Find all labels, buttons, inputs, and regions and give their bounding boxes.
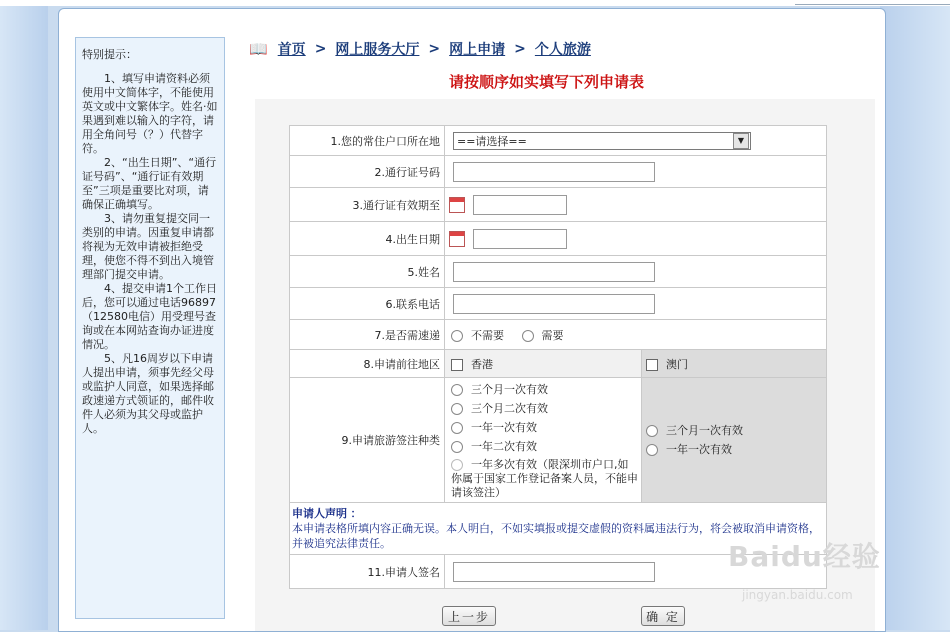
macau-checkbox[interactable]: [646, 359, 658, 371]
application-form: [289, 125, 827, 589]
breadcrumb-online-apply-link[interactable]: 网上申请: [449, 42, 506, 58]
hongkong-checkbox[interactable]: [451, 359, 463, 371]
hk-option-radio[interactable]: [451, 459, 463, 471]
birth-date-label: 4.出生日期: [290, 222, 445, 256]
tip-item: 2、“出生日期”、“通行证号码”、“通行证有效期至”三项是重要比对项，请确保正确填写。: [82, 156, 217, 211]
confirm-button[interactable]: 确 定: [641, 606, 685, 626]
permit-number-input[interactable]: [453, 162, 655, 182]
book-icon: 📖: [249, 40, 268, 58]
hk-option-radio[interactable]: [451, 441, 463, 453]
hongkong-label: 香港: [471, 357, 493, 371]
hk-option-label: 一年一次有效: [471, 421, 537, 434]
hk-option-label: 三个月二次有效: [471, 402, 548, 415]
watermark-url: jingyan.baidu.com: [742, 588, 853, 602]
residence-select-value: ==请选择==: [457, 134, 527, 148]
breadcrumb-service-hall-link[interactable]: 网上服务大厅: [335, 42, 420, 58]
right-background: [880, 0, 950, 630]
left-background: [0, 0, 48, 630]
phone-input[interactable]: [453, 294, 655, 314]
permit-expiry-input[interactable]: [473, 195, 567, 215]
signature-label: 11.申请人签名: [290, 555, 445, 589]
tip-item: 1、填写申请资料必须使用中文简体字，不能使用英文或中文繁体字。姓名·如果遇到难以输入的字符，请用全角问号（？）代替字符。: [82, 72, 218, 155]
previous-step-button[interactable]: 上一步: [442, 606, 496, 626]
calendar-icon[interactable]: [449, 197, 465, 213]
permit-expiry-label: 3.通行证有效期至: [290, 188, 445, 222]
destination-label: 8.申请前往地区: [290, 350, 445, 378]
declaration-text: 本申请表格所填内容正确无误。本人明白，不如实填报或提交虚假的资料属违法行为，将会被取消申请资格，并被追究法律责任。: [292, 522, 820, 550]
hk-option-radio[interactable]: [451, 384, 463, 396]
name-input[interactable]: [453, 262, 655, 282]
breadcrumb-separator: >: [428, 41, 441, 57]
breadcrumb-personal-travel-link[interactable]: 个人旅游: [534, 42, 591, 58]
dropdown-arrow-icon[interactable]: ▼: [733, 133, 749, 149]
permit-number-label: 2.通行证号码: [290, 156, 445, 188]
declaration-colon: ：: [350, 507, 362, 520]
breadcrumb: [249, 39, 591, 59]
tips-sidebar: [75, 37, 225, 619]
macau-option-radio[interactable]: [646, 425, 658, 437]
macau-label: 澳门: [666, 357, 688, 371]
top-right-strip: [795, 0, 950, 5]
declaration-title: 申请人声明: [292, 507, 347, 520]
tip-item: 4、提交申请1个工作日后，您可以通过电话96897（12580电信）用受理号查询或在本网站查询办证进度情况。: [82, 282, 217, 351]
express-label: 7.是否需速递: [290, 320, 445, 350]
hk-option-radio[interactable]: [451, 403, 463, 415]
tips-title: 特别提示：: [82, 48, 137, 61]
phone-label: 6.联系电话: [290, 288, 445, 320]
hk-option-label: 一年二次有效: [471, 440, 537, 453]
hk-option-radio[interactable]: [451, 422, 463, 434]
calendar-icon[interactable]: [449, 231, 465, 247]
express-not-needed-radio[interactable]: [451, 330, 463, 342]
express-needed-radio[interactable]: [522, 330, 534, 342]
tip-item: 3、请勿重复提交同一类别的申请。因重复申请都将视为无效申请被拒绝受理，使您不得不到出入境管理部门提交申请。: [82, 212, 214, 281]
macau-option-label: 一年一次有效: [666, 443, 732, 456]
hk-option-label: 一年多次有效（限深圳市户口,如你属于国家工作登记备案人员，不能申请该签注）: [451, 458, 638, 499]
express-needed-label: 需要: [541, 328, 564, 342]
name-label: 5.姓名: [290, 256, 445, 288]
tip-item: 5、凡16周岁以下申请人提出申请，须事先经父母或监护人同意，如果选择邮政速递方式领证的，邮件收件人必须为其父母或监护人。: [82, 352, 214, 435]
breadcrumb-home-link[interactable]: 首页: [277, 42, 306, 58]
express-not-needed-label: 不需要: [471, 328, 504, 342]
page-title: 请按顺序如实填写下列申请表: [449, 73, 645, 91]
hk-option-label: 三个月一次有效: [471, 383, 548, 396]
breadcrumb-separator: >: [314, 41, 327, 57]
breadcrumb-separator: >: [514, 41, 526, 57]
birth-date-input[interactable]: [473, 229, 567, 249]
signature-input[interactable]: [453, 562, 655, 582]
macau-option-label: 三个月一次有效: [666, 424, 743, 437]
watermark-logo: Baidu经验: [728, 540, 881, 573]
macau-option-radio[interactable]: [646, 444, 658, 456]
endorsement-type-label: 9.申请旅游签注种类: [290, 378, 445, 503]
residence-label: 1.您的常住户口所在地: [290, 126, 445, 156]
residence-select[interactable]: [453, 132, 751, 150]
